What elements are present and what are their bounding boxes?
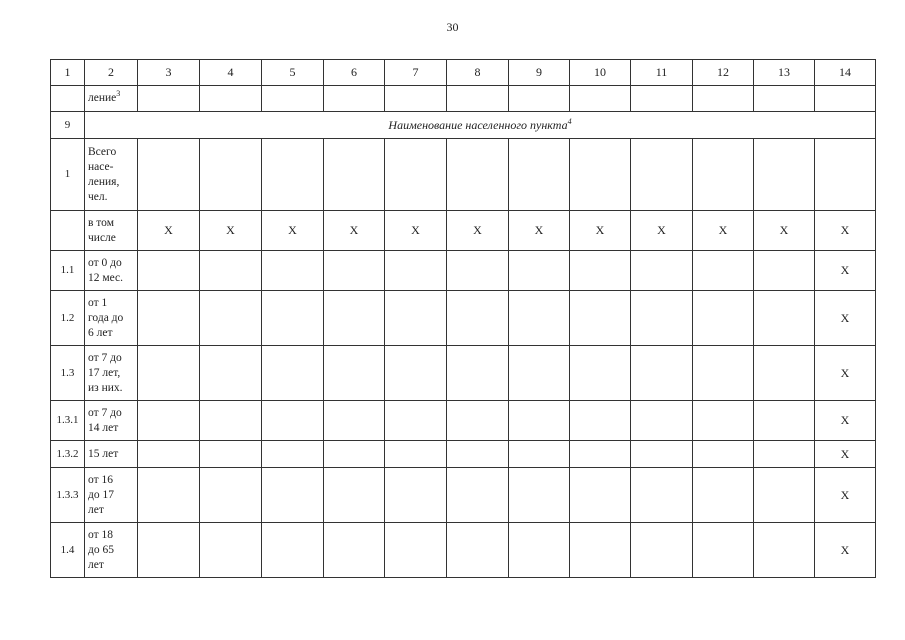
header-cell-1: 1 [51,60,85,86]
header-cell-6: 6 [324,60,385,86]
empty-cell [693,251,754,291]
empty-cell [262,468,324,523]
empty-cell [693,139,754,211]
empty-cell [631,139,693,211]
empty-cell [693,468,754,523]
table-row [51,211,876,251]
section-row [51,112,876,139]
row-num: 1.2 [51,291,85,346]
empty-cell [385,468,447,523]
x-mark-cell: X [385,211,447,251]
empty-cell [200,251,262,291]
header-cell-5: 5 [262,60,324,86]
table-row [51,468,876,523]
empty-cell [262,291,324,346]
empty-cell [631,523,693,578]
empty-cell [815,139,876,211]
x-mark-cell: X [570,211,631,251]
header-cell-9: 9 [509,60,570,86]
x-mark-cell: X [509,211,570,251]
x-mark-cell: X [693,211,754,251]
empty-cell [693,346,754,401]
x-mark-cell: X [815,468,876,523]
empty-cell [138,251,200,291]
header-cell-13: 13 [754,60,815,86]
empty-cell [385,251,447,291]
empty-cell [509,441,570,468]
empty-cell [447,139,509,211]
page-number: 30 [446,20,459,34]
x-mark-cell: X [447,211,509,251]
empty-cell [138,401,200,441]
continuation-num-cell [51,86,85,112]
empty-cell [200,468,262,523]
empty-cell [200,523,262,578]
table-row [51,401,876,441]
empty-cell [631,346,693,401]
empty-cell [138,139,200,211]
empty-cell [385,291,447,346]
section-title: Наименование населенного пункта$^4$ [85,112,876,139]
empty-cell [200,401,262,441]
empty-cell [200,291,262,346]
empty-cell [570,251,631,291]
empty-cell [754,401,815,441]
empty-cell [570,139,631,211]
table-row [51,523,876,578]
empty-cell [509,139,570,211]
empty-cell [447,291,509,346]
empty-cell [570,291,631,346]
empty-cell [385,346,447,401]
row-label: от 7 до 17 лет, из них. [85,346,138,401]
empty-cell [693,523,754,578]
empty-cell [509,468,570,523]
x-mark-cell: X [815,401,876,441]
empty-cell [385,401,447,441]
empty-cell [754,523,815,578]
empty-cell [262,139,324,211]
population-table [50,59,876,578]
x-mark-cell: X [138,211,200,251]
table-body [51,60,876,578]
empty-cell [509,251,570,291]
x-mark-cell: X [262,211,324,251]
table-row [51,139,876,211]
header-cell-12: 12 [693,60,754,86]
empty-cell [447,346,509,401]
row-num: 1.3.2 [51,441,85,468]
empty-cell [447,441,509,468]
empty-cell [570,468,631,523]
table-row [51,346,876,401]
empty-cell [447,251,509,291]
header-cell-14: 14 [815,60,876,86]
empty-cell [324,441,385,468]
x-mark-cell: X [754,211,815,251]
table-row [51,291,876,346]
empty-cell [693,291,754,346]
row-num [51,211,85,251]
empty-cell [631,468,693,523]
empty-cell [570,441,631,468]
continuation-label: ление$^3$ [85,86,138,112]
x-mark-cell: X [200,211,262,251]
empty-cell [324,251,385,291]
empty-cell [138,441,200,468]
empty-cell [447,523,509,578]
empty-cell [754,139,815,211]
row-num: 1.4 [51,523,85,578]
empty-cell [631,251,693,291]
empty-cell [385,523,447,578]
empty-cell [138,468,200,523]
row-label: 15 лет [85,441,138,468]
continuation-row [51,86,876,112]
empty-cell [262,441,324,468]
empty-cell [200,346,262,401]
empty-cell [262,251,324,291]
empty-cell [262,401,324,441]
row-label: от 1 года до 6 лет [85,291,138,346]
empty-cell [385,441,447,468]
empty-cell [447,468,509,523]
x-mark-cell: X [815,291,876,346]
row-label: от 7 до 14 лет [85,401,138,441]
empty-cell [138,291,200,346]
empty-cell [138,523,200,578]
empty-cell [631,291,693,346]
header-cell-10: 10 [570,60,631,86]
empty-cell [509,346,570,401]
row-label: от 16 до 17 лет [85,468,138,523]
empty-cell [693,401,754,441]
header-row [51,60,876,86]
row-num: 1.3 [51,346,85,401]
x-mark-cell: X [815,346,876,401]
empty-cell [570,523,631,578]
empty-cell [570,346,631,401]
header-cell-8: 8 [447,60,509,86]
empty-cell [324,401,385,441]
header-cell-11: 11 [631,60,693,86]
empty-cell [262,523,324,578]
header-cell-7: 7 [385,60,447,86]
section-num: 9 [51,112,85,139]
x-mark-cell: X [815,251,876,291]
x-mark-cell: X [324,211,385,251]
empty-cell [138,346,200,401]
table-row [51,251,876,291]
x-mark-cell: X [631,211,693,251]
empty-cell [570,401,631,441]
empty-cell [754,251,815,291]
header-cell-2: 2 [85,60,138,86]
empty-cell [693,441,754,468]
row-num: 1.3.1 [51,401,85,441]
empty-cell [324,468,385,523]
row-num: 1 [51,139,85,211]
header-cell-4: 4 [200,60,262,86]
empty-cell [324,291,385,346]
empty-cell [385,139,447,211]
empty-cell [631,401,693,441]
x-mark-cell: X [815,441,876,468]
empty-cell [200,139,262,211]
row-num: 1.1 [51,251,85,291]
row-label: Всего насе- ления, чел. [85,139,138,211]
empty-cell [200,441,262,468]
empty-cell [447,401,509,441]
empty-cell [754,291,815,346]
x-mark-cell: X [815,211,876,251]
empty-cell [509,401,570,441]
empty-cell [754,346,815,401]
empty-cell [262,346,324,401]
empty-cell [509,291,570,346]
x-mark-cell: X [815,523,876,578]
empty-cell [324,139,385,211]
row-label: в том числе [85,211,138,251]
row-num: 1.3.3 [51,468,85,523]
empty-cell [754,468,815,523]
row-label: от 0 до 12 мес. [85,251,138,291]
row-label: от 18 до 65 лет [85,523,138,578]
empty-cell [754,441,815,468]
empty-cell [324,523,385,578]
empty-cell [324,346,385,401]
empty-cell [509,523,570,578]
empty-cell [631,441,693,468]
header-cell-3: 3 [138,60,200,86]
table-row [51,441,876,468]
